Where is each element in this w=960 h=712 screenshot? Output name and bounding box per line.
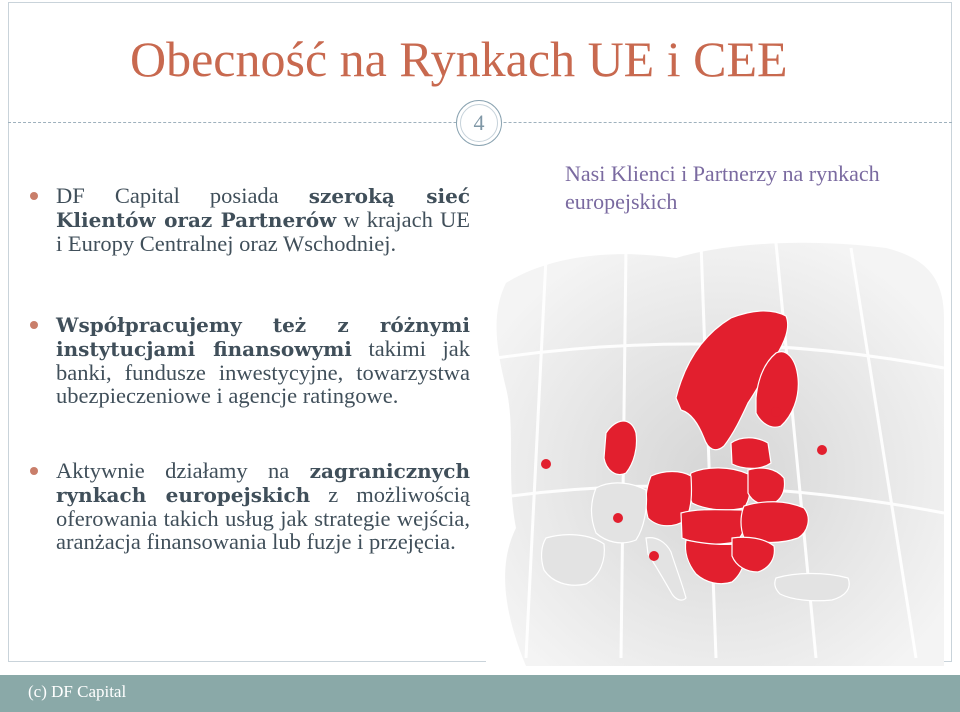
map-region-belarus <box>748 468 785 504</box>
bullet-text-bold: Współpracujemy też z różnymi instytucjami finansowymi <box>56 313 470 361</box>
bullet-item <box>30 459 470 553</box>
bullet-text-regular: z możliwością oferowania takich usług jak strategie wejścia, aranżacja finansowania lub fuzje i przejęcia. <box>56 482 470 554</box>
map-partner-dot <box>649 551 659 561</box>
bullet-dot-icon <box>30 192 38 200</box>
map-partner-dot <box>771 407 781 417</box>
map-partner-dot <box>817 445 827 455</box>
bullet-list <box>30 184 470 553</box>
bullet-text-bold: szeroką sieć Klientów oraz Partnerów <box>56 184 470 232</box>
bullet-text-bold: zagranicznych rynkach europejskich <box>56 459 470 507</box>
bullet-dot-icon <box>30 321 38 329</box>
bullet-text-regular: Aktywnie działamy na <box>56 458 310 483</box>
bullet-item <box>30 313 470 407</box>
slide-title: Obecność na Rynkach UE i CEE <box>130 31 788 87</box>
bullet-text-regular: w krajach UE i Europy Centralnej oraz Wschodniej. <box>56 207 470 256</box>
map-region-poland <box>689 468 750 510</box>
bullet-text-regular: DF Capital posiada <box>56 183 309 208</box>
page-number-badge: 4 <box>456 100 502 146</box>
map-region-ukraine <box>741 502 808 543</box>
bullet-item <box>30 184 470 255</box>
map-region-france <box>592 483 647 543</box>
footer-bar <box>0 675 960 712</box>
europe-map <box>486 238 944 666</box>
bullet-text-regular: takimi jak banki, fundusze inwestycyjne, towarzystwa ubezpieczeniowe i agencje ratingowe. <box>56 336 471 408</box>
map-caption: Nasi Klienci i Partnerzy na rynkach europejskich <box>565 161 880 214</box>
map-region-baltics <box>731 438 771 469</box>
map-partner-dot <box>613 513 623 523</box>
map-land-grey <box>497 243 944 666</box>
map-partner-dot <box>541 459 551 469</box>
map-region-turkey <box>775 574 849 601</box>
footer-copyright: (c) DF Capital <box>28 682 127 701</box>
bullet-dot-icon <box>30 467 38 475</box>
